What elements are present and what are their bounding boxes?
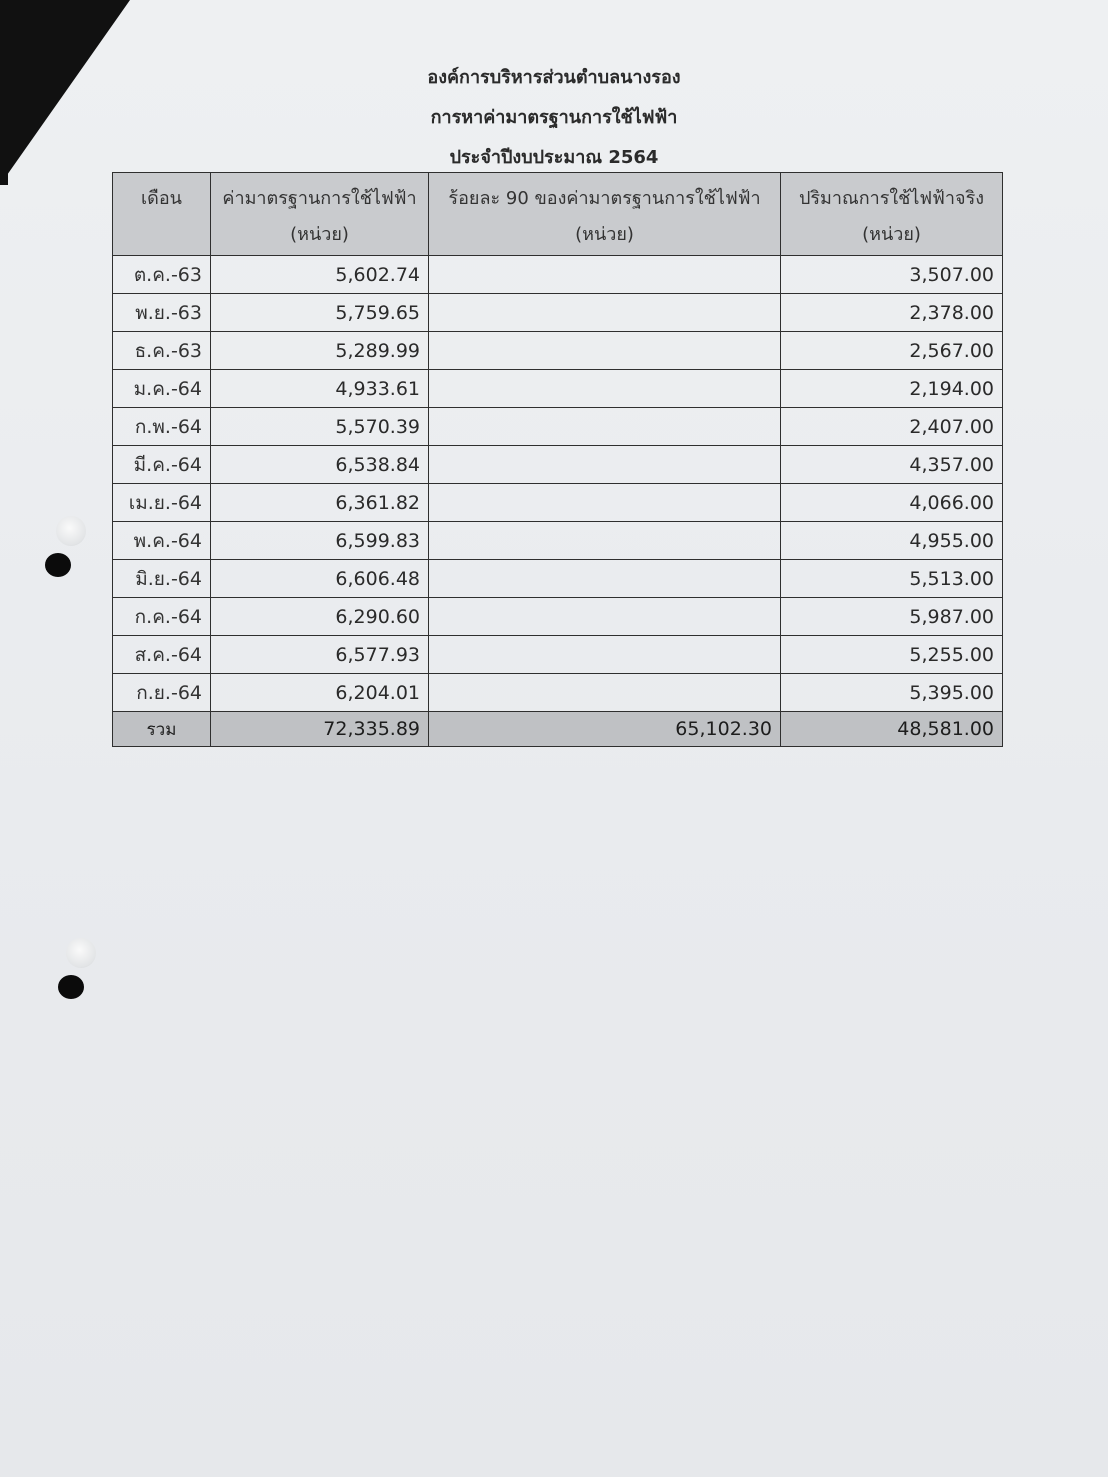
ninety-percent-cell	[429, 446, 781, 484]
total-ninety-percent: 65,102.30	[429, 712, 781, 747]
org-title: องค์การบริหารส่วนตำบลนางรอง	[427, 67, 681, 88]
ninety-percent-cell	[429, 560, 781, 598]
table-row	[113, 636, 1003, 674]
punch-hole-lower-dark	[58, 975, 84, 999]
header-ninety-percent	[429, 173, 781, 256]
table-row	[113, 408, 1003, 446]
ninety-percent-cell	[429, 598, 781, 636]
table-total-row	[113, 712, 1003, 747]
month-cell: พ.ย.-63	[113, 294, 211, 332]
month-cell: เม.ย.-64	[113, 484, 211, 522]
month-cell: ส.ค.-64	[113, 636, 211, 674]
electricity-standard-table	[112, 172, 1003, 747]
actual-cell: 2,378.00	[781, 294, 1003, 332]
actual-cell: 5,987.00	[781, 598, 1003, 636]
table-row	[113, 332, 1003, 370]
table-row	[113, 598, 1003, 636]
header-month-label: เดือน	[141, 188, 182, 209]
ninety-percent-cell	[429, 294, 781, 332]
header-standard-label: ค่ามาตรฐานการใช้ไฟฟ้า	[222, 188, 417, 209]
ninety-percent-cell	[429, 522, 781, 560]
standard-cell: 6,290.60	[211, 598, 429, 636]
actual-cell: 2,567.00	[781, 332, 1003, 370]
header-actual	[781, 173, 1003, 256]
header-actual-label: ปริมาณการใช้ไฟฟ้าจริง	[798, 188, 985, 209]
table-row	[113, 484, 1003, 522]
actual-cell: 5,513.00	[781, 560, 1003, 598]
actual-cell: 2,194.00	[781, 370, 1003, 408]
table-header	[113, 173, 1003, 256]
standard-cell: 5,759.65	[211, 294, 429, 332]
header-standard-unit: (หน่วย)	[290, 224, 349, 245]
month-cell: ก.ย.-64	[113, 674, 211, 712]
actual-cell: 5,395.00	[781, 674, 1003, 712]
total-label: รวม	[113, 712, 211, 747]
table-row	[113, 370, 1003, 408]
total-actual: 48,581.00	[781, 712, 1003, 747]
ninety-percent-cell	[429, 484, 781, 522]
month-cell: ก.ค.-64	[113, 598, 211, 636]
table-row	[113, 674, 1003, 712]
ninety-percent-cell	[429, 636, 781, 674]
header-actual-unit: (หน่วย)	[862, 224, 921, 245]
table-row	[113, 522, 1003, 560]
standard-cell: 6,361.82	[211, 484, 429, 522]
standard-cell: 6,606.48	[211, 560, 429, 598]
standard-cell: 6,204.01	[211, 674, 429, 712]
ninety-percent-cell	[429, 370, 781, 408]
month-cell: ธ.ค.-63	[113, 332, 211, 370]
document-subject: การหาค่ามาตรฐานการใช้ไฟฟ้า	[430, 107, 678, 128]
ninety-percent-cell	[429, 674, 781, 712]
total-standard: 72,335.89	[211, 712, 429, 747]
ninety-percent-cell	[429, 332, 781, 370]
month-cell: พ.ค.-64	[113, 522, 211, 560]
standard-cell: 5,289.99	[211, 332, 429, 370]
standard-cell: 5,602.74	[211, 256, 429, 294]
header-ninety-percent-label: ร้อยละ 90 ของค่ามาตรฐานการใช้ไฟฟ้า	[448, 188, 761, 209]
table-row	[113, 256, 1003, 294]
actual-cell: 4,357.00	[781, 446, 1003, 484]
actual-cell: 3,507.00	[781, 256, 1003, 294]
punch-hole-upper-dark	[45, 553, 71, 577]
ninety-percent-cell	[429, 256, 781, 294]
punch-hole-lower-light	[66, 938, 96, 968]
actual-cell: 4,955.00	[781, 522, 1003, 560]
table-row	[113, 560, 1003, 598]
table-row	[113, 446, 1003, 484]
header-standard	[211, 173, 429, 256]
actual-cell: 2,407.00	[781, 408, 1003, 446]
month-cell: ต.ค.-63	[113, 256, 211, 294]
month-cell: มี.ค.-64	[113, 446, 211, 484]
standard-cell: 6,599.83	[211, 522, 429, 560]
table-row	[113, 294, 1003, 332]
standard-cell: 4,933.61	[211, 370, 429, 408]
month-cell: ม.ค.-64	[113, 370, 211, 408]
standard-cell: 6,538.84	[211, 446, 429, 484]
month-cell: ก.พ.-64	[113, 408, 211, 446]
header-month	[113, 173, 211, 256]
month-cell: มิ.ย.-64	[113, 560, 211, 598]
fiscal-year: ประจำปีงบประมาณ 2564	[449, 147, 659, 168]
table-body	[113, 256, 1003, 712]
standard-cell: 6,577.93	[211, 636, 429, 674]
punch-hole-upper-light	[56, 516, 86, 546]
standard-cell: 5,570.39	[211, 408, 429, 446]
ninety-percent-cell	[429, 408, 781, 446]
header-ninety-percent-unit: (หน่วย)	[575, 224, 634, 245]
actual-cell: 4,066.00	[781, 484, 1003, 522]
actual-cell: 5,255.00	[781, 636, 1003, 674]
